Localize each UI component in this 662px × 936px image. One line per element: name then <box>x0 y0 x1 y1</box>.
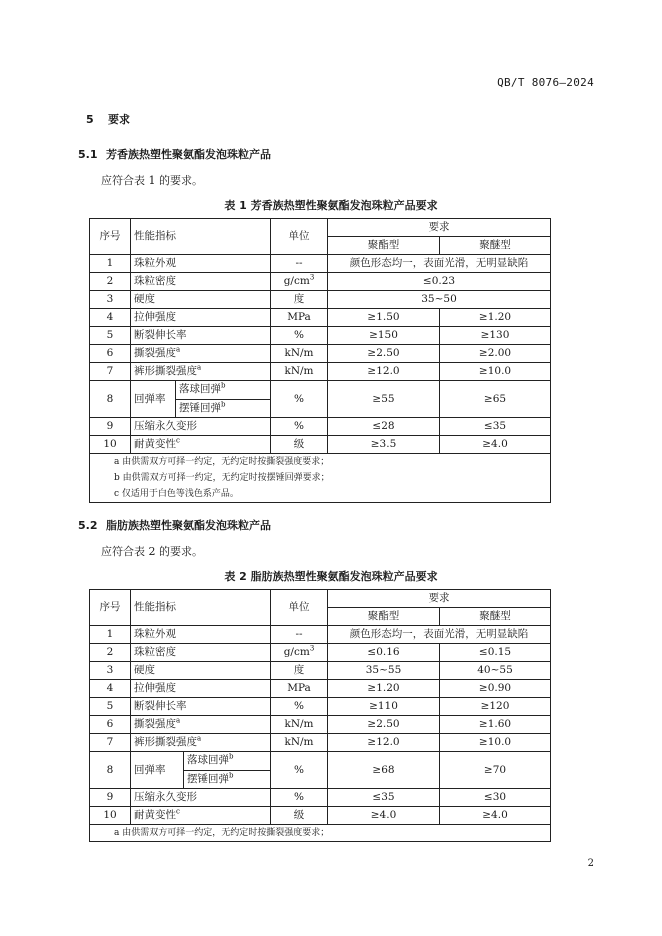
ester-value: ≥3.5 <box>328 436 440 454</box>
row-number: 6 <box>90 716 131 734</box>
table-note: c 仅适用于白色等浅色系产品。 <box>90 486 551 503</box>
table-row <box>90 381 551 400</box>
indicator-name <box>131 273 271 291</box>
ester-value: ≥1.50 <box>328 309 440 327</box>
indicator-name <box>131 734 271 752</box>
cell-text: 压缩永久变形 <box>134 420 197 432</box>
table-note: a 由供需双方可择一约定，无约定时按撕裂强度要求； <box>90 454 551 471</box>
unit <box>271 309 328 327</box>
ether-value: ≥10.0 <box>440 734 551 752</box>
cell-text: 硬度 <box>134 293 155 305</box>
section-title: 要求 <box>108 113 130 126</box>
indicator-name <box>131 662 271 680</box>
table-row <box>90 309 551 327</box>
indicator-name <box>131 345 271 363</box>
ester-value: ≤35 <box>328 789 440 807</box>
unit <box>271 698 328 716</box>
row-number: 1 <box>90 626 131 644</box>
ether-value: ≥120 <box>440 698 551 716</box>
cell-text: 落球回弹 <box>179 383 221 396</box>
ether-value: 40~55 <box>440 662 551 680</box>
cell-text: % <box>294 700 304 712</box>
ester-value: ≤0.16 <box>328 644 440 662</box>
indicator-name <box>131 698 271 716</box>
cell-text: MPa <box>287 311 311 323</box>
section-5-2-heading <box>78 517 271 533</box>
requirement-value: 颜色形态均一，表面光滑，无明显缺陷 <box>328 626 551 644</box>
subsection-number: 5.1 <box>78 148 98 161</box>
table-row <box>90 363 551 381</box>
header-seq: 序号 <box>90 590 131 626</box>
ether-value: ≥1.20 <box>440 309 551 327</box>
unit: % <box>271 381 328 418</box>
unit <box>271 327 328 345</box>
cell-text: 摆锤回弹 <box>187 772 229 785</box>
indicator-name <box>131 789 271 807</box>
table-note: a 由供需双方可择一约定，无约定时按撕裂强度要求； <box>90 825 551 842</box>
cell-text: -- <box>295 257 303 269</box>
cell-text: 断裂伸长率 <box>134 700 187 712</box>
ether-value: ≥10.0 <box>440 363 551 381</box>
ester-value: ≥110 <box>328 698 440 716</box>
header-requirement: 要求 <box>328 590 551 608</box>
header-ether: 聚醚型 <box>440 237 551 255</box>
ester-value: ≥1.20 <box>328 680 440 698</box>
table-2 <box>89 589 551 842</box>
cell-text: kN/m <box>284 347 314 359</box>
table-row <box>90 436 551 454</box>
cell-text: g/cm <box>283 646 310 658</box>
section-number: 5 <box>86 113 94 126</box>
row-number: 8 <box>90 381 131 418</box>
sub-indicator <box>184 770 271 789</box>
ether-value: ≤30 <box>440 789 551 807</box>
cell-text: g/cm <box>283 275 310 287</box>
ether-value: ≥2.00 <box>440 345 551 363</box>
row-number: 3 <box>90 662 131 680</box>
table-row <box>90 789 551 807</box>
table-note: b 由供需双方可择一约定，无约定时按摆锤回弹要求； <box>90 470 551 486</box>
cell-text: 落球回弹 <box>187 754 229 767</box>
table-row <box>90 626 551 644</box>
row-number: 1 <box>90 255 131 273</box>
table-1-caption: 表 1 芳香族热塑性聚氨酯发泡珠粒产品要求 <box>224 199 438 212</box>
ether-value: ≥4.0 <box>440 807 551 825</box>
table-note-row <box>90 454 551 471</box>
unit <box>271 716 328 734</box>
requirement-value: ≤0.23 <box>328 273 551 291</box>
header-ether: 聚醚型 <box>440 608 551 626</box>
table-row <box>90 291 551 309</box>
footnote-marker: c <box>176 436 180 445</box>
ester-value: ≥2.50 <box>328 345 440 363</box>
unit <box>271 789 328 807</box>
table-row <box>90 418 551 436</box>
ether-value: ≤35 <box>440 418 551 436</box>
ether-value: ≥4.0 <box>440 436 551 454</box>
indicator-name <box>131 255 271 273</box>
unit <box>271 626 328 644</box>
sub-indicator <box>176 399 271 418</box>
header-unit: 单位 <box>271 219 328 255</box>
footnote-marker: c <box>176 807 180 816</box>
table-header-row <box>90 219 551 237</box>
cell-text: 撕裂强度 <box>134 718 176 730</box>
footnote-marker: a <box>176 345 181 354</box>
cell-text: 摆锤回弹 <box>179 401 221 414</box>
ether-value: ≥1.60 <box>440 716 551 734</box>
page-number: 2 <box>587 858 594 869</box>
indicator-name <box>131 363 271 381</box>
row-number: 2 <box>90 644 131 662</box>
footnote-marker: b <box>229 771 234 780</box>
cell-text: 级 <box>293 438 305 450</box>
ether-value: ≥70 <box>440 752 551 789</box>
subsection-title: 脂肪族热塑性聚氨酯发泡珠粒产品 <box>106 519 271 532</box>
row-number: 8 <box>90 752 131 789</box>
table-note-row <box>90 486 551 503</box>
cell-text: 拉伸强度 <box>134 311 176 323</box>
unit <box>271 363 328 381</box>
table-note-row <box>90 470 551 486</box>
footnote-marker: 3 <box>309 644 315 653</box>
footnote-marker: b <box>221 400 226 409</box>
standard-code: QB/T 8076—2024 <box>497 76 594 89</box>
cell-text: % <box>294 329 304 341</box>
indicator-name <box>131 680 271 698</box>
cell-text: 耐黄变性 <box>134 809 176 821</box>
cell-text: 度 <box>293 293 305 305</box>
ester-value: ≥150 <box>328 327 440 345</box>
unit <box>271 644 328 662</box>
table-note-row <box>90 825 551 842</box>
indicator-name <box>131 644 271 662</box>
indicator-name <box>131 309 271 327</box>
sub-indicator <box>184 752 271 771</box>
footnote-marker: a <box>176 716 181 725</box>
indicator-name <box>131 327 271 345</box>
cell-text: 断裂伸长率 <box>134 329 187 341</box>
cell-text: % <box>294 791 304 803</box>
table-2-caption: 表 2 脂肪族热塑性聚氨酯发泡珠粒产品要求 <box>224 570 438 583</box>
table-row <box>90 345 551 363</box>
indicator-name <box>131 807 271 825</box>
table-header-row <box>90 590 551 608</box>
footnote-marker: a <box>197 734 202 743</box>
cell-text: -- <box>295 628 303 640</box>
row-number: 9 <box>90 418 131 436</box>
row-number: 9 <box>90 789 131 807</box>
section-5-2-body: 应符合表 2 的要求。 <box>101 545 203 558</box>
row-number: 7 <box>90 363 131 381</box>
row-number: 3 <box>90 291 131 309</box>
unit <box>271 418 328 436</box>
table-row <box>90 255 551 273</box>
row-number: 5 <box>90 698 131 716</box>
unit <box>271 273 328 291</box>
ester-value: ≤28 <box>328 418 440 436</box>
sub-indicator <box>176 381 271 400</box>
ether-value: ≤0.15 <box>440 644 551 662</box>
unit <box>271 436 328 454</box>
cell-text: kN/m <box>284 718 314 730</box>
section-5-1-heading <box>78 146 271 162</box>
cell-text: 珠粒外观 <box>134 628 176 640</box>
ester-value: ≥12.0 <box>328 734 440 752</box>
cell-text: 珠粒外观 <box>134 257 176 269</box>
row-number: 5 <box>90 327 131 345</box>
header-indicator: 性能指标 <box>131 219 271 255</box>
cell-text: 度 <box>293 664 305 676</box>
unit: % <box>271 752 328 789</box>
footnote-marker: 3 <box>309 273 315 282</box>
table-row <box>90 644 551 662</box>
cell-text: 珠粒密度 <box>134 275 176 287</box>
header-indicator: 性能指标 <box>131 590 271 626</box>
cell-text: kN/m <box>284 736 314 748</box>
cell-text: MPa <box>287 682 311 694</box>
section-5-heading <box>86 111 130 127</box>
cell-text: 压缩永久变形 <box>134 791 197 803</box>
header-requirement: 要求 <box>328 219 551 237</box>
subsection-number: 5.2 <box>78 519 98 532</box>
table-row <box>90 327 551 345</box>
footnote-marker: a <box>197 363 202 372</box>
indicator-name <box>131 436 271 454</box>
ester-value: ≥2.50 <box>328 716 440 734</box>
unit <box>271 345 328 363</box>
table-row <box>90 716 551 734</box>
table-row <box>90 734 551 752</box>
unit <box>271 734 328 752</box>
table-row <box>90 273 551 291</box>
footnote-marker: b <box>229 752 234 761</box>
header-ester: 聚酯型 <box>328 237 440 255</box>
header-seq: 序号 <box>90 219 131 255</box>
row-number: 2 <box>90 273 131 291</box>
row-number: 10 <box>90 436 131 454</box>
table-row <box>90 752 551 771</box>
table-row <box>90 807 551 825</box>
ester-value: ≥55 <box>328 381 440 418</box>
unit <box>271 255 328 273</box>
cell-text: 拉伸强度 <box>134 682 176 694</box>
unit <box>271 662 328 680</box>
subsection-title: 芳香族热塑性聚氨酯发泡珠粒产品 <box>106 148 271 161</box>
table-row <box>90 680 551 698</box>
indicator-name: 回弹率 <box>131 752 184 789</box>
indicator-name <box>131 716 271 734</box>
unit <box>271 680 328 698</box>
ether-value: ≥130 <box>440 327 551 345</box>
section-5-1-body: 应符合表 1 的要求。 <box>101 174 203 187</box>
row-number: 7 <box>90 734 131 752</box>
indicator-name <box>131 418 271 436</box>
table-row <box>90 698 551 716</box>
indicator-name: 回弹率 <box>131 381 176 418</box>
indicator-name <box>131 626 271 644</box>
footnote-marker: b <box>221 381 226 390</box>
row-number: 6 <box>90 345 131 363</box>
cell-text: 裤形撕裂强度 <box>134 365 197 377</box>
unit <box>271 807 328 825</box>
cell-text: % <box>294 420 304 432</box>
header-ester: 聚酯型 <box>328 608 440 626</box>
requirement-value: 35~50 <box>328 291 551 309</box>
cell-text: 珠粒密度 <box>134 646 176 658</box>
table-1 <box>89 218 551 503</box>
cell-text: kN/m <box>284 365 314 377</box>
ester-value: ≥68 <box>328 752 440 789</box>
cell-text: 撕裂强度 <box>134 347 176 359</box>
requirement-value: 颜色形态均一，表面光滑，无明显缺陷 <box>328 255 551 273</box>
ether-value: ≥65 <box>440 381 551 418</box>
indicator-name <box>131 291 271 309</box>
cell-text: 裤形撕裂强度 <box>134 736 197 748</box>
ether-value: ≥0.90 <box>440 680 551 698</box>
row-number: 4 <box>90 309 131 327</box>
row-number: 10 <box>90 807 131 825</box>
cell-text: 级 <box>293 809 305 821</box>
unit <box>271 291 328 309</box>
ester-value: 35~55 <box>328 662 440 680</box>
cell-text: 耐黄变性 <box>134 438 176 450</box>
row-number: 4 <box>90 680 131 698</box>
table-row <box>90 662 551 680</box>
header-unit: 单位 <box>271 590 328 626</box>
cell-text: 硬度 <box>134 664 155 676</box>
ester-value: ≥4.0 <box>328 807 440 825</box>
ester-value: ≥12.0 <box>328 363 440 381</box>
